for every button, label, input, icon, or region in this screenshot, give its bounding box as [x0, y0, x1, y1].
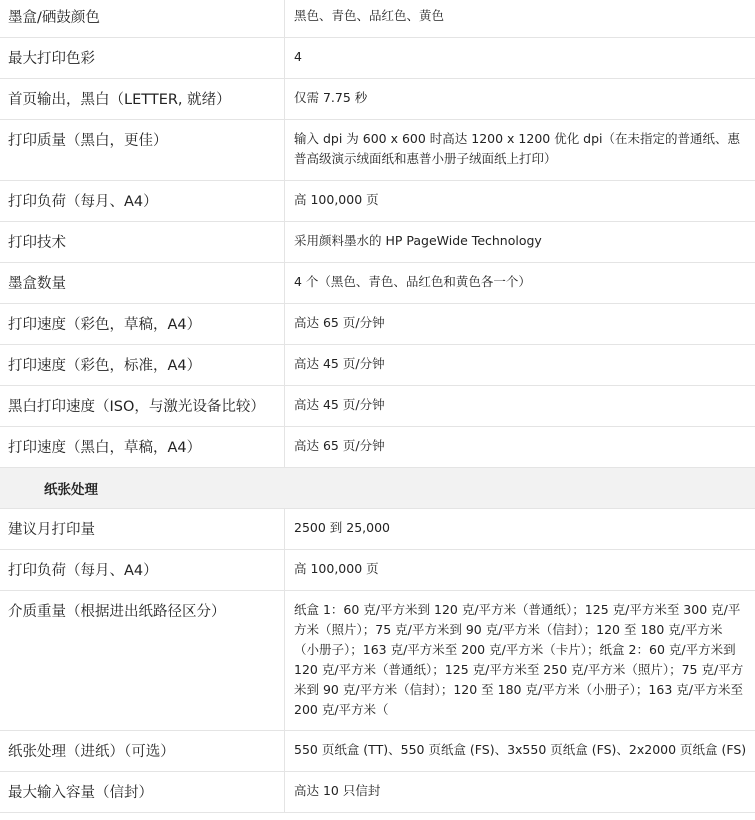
- spec-value: 采用颜料墨水的 HP PageWide Technology: [294, 233, 542, 248]
- spec-label: 墨盒/硒鼓颜色: [0, 0, 285, 37]
- spec-label: 首页输出，黑白（LETTER, 就绪）: [0, 79, 285, 119]
- spec-row: [0, 304, 755, 345]
- spec-value: 550 页纸盒 (TT)、550 页纸盒 (FS)、3x550 页纸盒 (FS)、2x2000 页纸盒 (FS): [294, 742, 747, 757]
- spec-value: 高 100,000 页: [294, 192, 379, 207]
- spec-value: 2500 到 25,000: [294, 520, 390, 535]
- spec-value: 仅需 7.75 秒: [294, 90, 368, 105]
- spec-row: [0, 386, 755, 427]
- spec-row: [0, 772, 755, 813]
- spec-row: [0, 120, 755, 181]
- spec-value: 高达 45 页/分钟: [294, 356, 385, 371]
- spec-label: 打印负荷（每月、A4）: [0, 181, 285, 221]
- spec-label: 最大打印色彩: [0, 38, 285, 78]
- spec-value: 4 个（黑色、青色、品红色和黄色各一个）: [294, 274, 531, 289]
- spec-label: 介质重量（根据进出纸路径区分）: [0, 591, 285, 730]
- spec-row: [0, 38, 755, 79]
- spec-label: 最大输入容量（信封）: [0, 772, 285, 812]
- spec-value: 高 100,000 页: [294, 561, 379, 576]
- spec-row: [0, 427, 755, 468]
- spec-row: [0, 0, 755, 38]
- spec-value: 输入 dpi 为 600 x 600 时高达 1200 x 1200 优化 dpi（在未指定的普通纸、惠普高级演示绒面纸和惠普小册子绒面纸上打印）: [294, 131, 741, 166]
- spec-label: 打印负荷（每月、A4）: [0, 550, 285, 590]
- section-header: [0, 468, 755, 509]
- spec-value: 高达 45 页/分钟: [294, 397, 385, 412]
- spec-row: [0, 550, 755, 591]
- spec-label: 打印速度（彩色，草稿，A4）: [0, 304, 285, 344]
- spec-row: [0, 222, 755, 263]
- section-title: 纸张处理: [44, 482, 98, 498]
- spec-row: [0, 345, 755, 386]
- spec-label: 纸张处理（进纸）（可选）: [0, 731, 285, 771]
- spec-label: 墨盒数量: [0, 263, 285, 303]
- spec-value: 黑色、青色、品红色、黄色: [294, 8, 445, 23]
- spec-value: 高达 65 页/分钟: [294, 438, 385, 453]
- spec-row: [0, 263, 755, 304]
- spec-label: 打印质量（黑白，更佳）: [0, 120, 285, 180]
- spec-row: [0, 79, 755, 120]
- spec-row: [0, 181, 755, 222]
- spec-value: 高达 65 页/分钟: [294, 315, 385, 330]
- spec-label: 黑白打印速度（ISO，与激光设备比较）: [0, 386, 285, 426]
- spec-row: [0, 731, 755, 772]
- spec-label: 打印速度（彩色，标准，A4）: [0, 345, 285, 385]
- spec-value: 纸盒 1：60 克/平方米到 120 克/平方米（普通纸）；125 克/平方米至 300 克/平方米（照片）；75 克/平方米到 90 克/平方米（信封）；120 至 180 克/平方米（小册子）；163 克/平方米至 200 克/平方米（卡片）；纸盒 2：60 克/平方米到 120 克/平方米（普通纸）；125 克/平方米至 250 克/平方米（照片）；75 克/平方米到 90 克/平方米（信封）；120 至 180 克/平方米（小册子）；163 克/平方米至 200 克/平方米（: [294, 602, 744, 717]
- spec-value: 高达 10 只信封: [294, 783, 381, 798]
- spec-row: [0, 509, 755, 550]
- spec-value: 4: [294, 49, 302, 64]
- spec-row: [0, 591, 755, 731]
- spec-label: 建议月打印量: [0, 509, 285, 549]
- spec-label: 打印速度（黑白，草稿，A4）: [0, 427, 285, 467]
- spec-label: 打印技术: [0, 222, 285, 262]
